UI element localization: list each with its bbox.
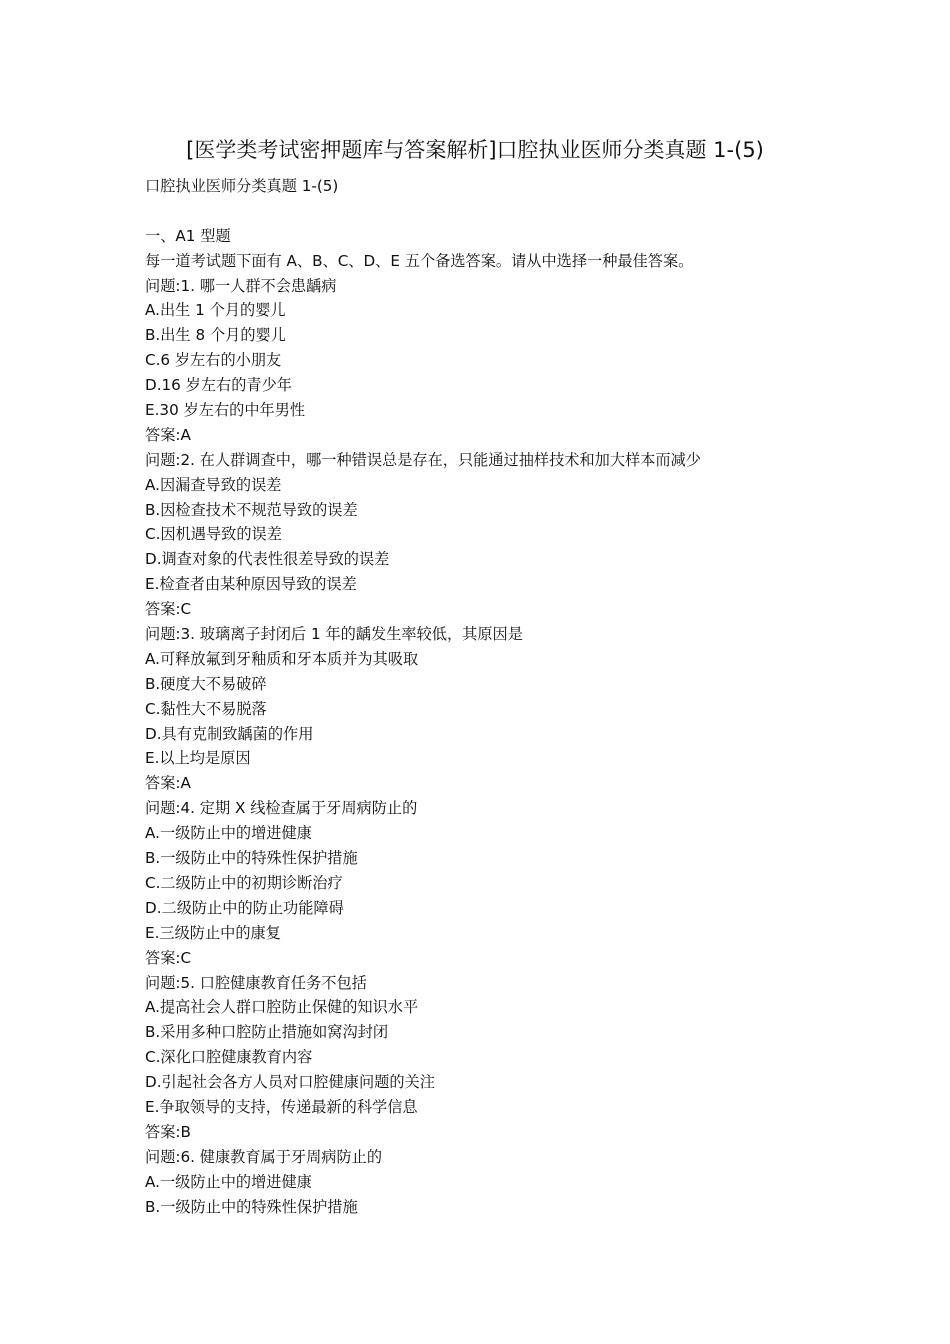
section-heading: 一、A1 型题 bbox=[145, 226, 231, 245]
option-a: A.提高社会人群口腔防止保健的知识水平 bbox=[145, 998, 419, 1017]
option-d: D.引起社会各方人员对口腔健康问题的关注 bbox=[145, 1073, 435, 1092]
option-e: E.争取领导的支持，传递最新的科学信息 bbox=[145, 1097, 418, 1116]
option-e: E.30 岁左右的中年男性 bbox=[145, 401, 306, 420]
option-b: B.硬度大不易破碎 bbox=[145, 674, 267, 693]
answer: 答案:B bbox=[145, 1122, 191, 1141]
question-1 bbox=[145, 274, 905, 448]
question-3 bbox=[145, 622, 905, 796]
question-stem: 问题:5. 口腔健康教育任务不包括 bbox=[145, 973, 367, 992]
option-a: A.出生 1 个月的婴儿 bbox=[145, 301, 286, 320]
option-d: D.16 岁左右的青少年 bbox=[145, 376, 292, 395]
question-stem: 问题:6. 健康教育属于牙周病防止的 bbox=[145, 1147, 383, 1166]
option-b: B.一级防止中的特殊性保护措施 bbox=[145, 849, 358, 868]
option-d: D.二级防止中的防止功能障碍 bbox=[145, 898, 344, 917]
subtitle: 口腔执业医师分类真题 1-(5) bbox=[145, 177, 339, 195]
option-c: C.深化口腔健康教育内容 bbox=[145, 1048, 313, 1067]
option-e: E.三级防止中的康复 bbox=[145, 923, 281, 942]
question-4 bbox=[145, 796, 905, 970]
option-b: B.因检查技术不规范导致的误差 bbox=[145, 500, 358, 519]
option-d: D.调查对象的代表性很差导致的误差 bbox=[145, 550, 390, 569]
question-6 bbox=[145, 1145, 905, 1220]
option-c: C.二级防止中的初期诊断治疗 bbox=[145, 873, 343, 892]
question-stem: 问题:3. 玻璃离子封闭后 1 年的龋发生率较低，其原因是 bbox=[145, 625, 523, 644]
option-c: C.因机遇导致的误差 bbox=[145, 525, 282, 544]
option-e: E.检查者由某种原因导致的误差 bbox=[145, 575, 357, 594]
section-instruction: 每一道考试题下面有 A、B、C、D、E 五个备选答案。请从中选择一种最佳答案。 bbox=[145, 251, 694, 270]
question-stem: 问题:4. 定期 X 线检查属于牙周病防止的 bbox=[145, 799, 418, 818]
question-stem: 问题:2. 在人群调查中，哪一种错误总是存在，只能通过抽样技术和加大样本而减少 bbox=[145, 450, 701, 469]
option-b: B.采用多种口腔防止措施如窝沟封闭 bbox=[145, 1023, 389, 1042]
question-5 bbox=[145, 971, 905, 1145]
option-b: B.一级防止中的特殊性保护措施 bbox=[145, 1197, 358, 1216]
document-title: [医学类考试密押题库与答案解析]口腔执业医师分类真题 1-(5) bbox=[186, 138, 764, 162]
option-d: D.具有克制致龋菌的作用 bbox=[145, 724, 314, 743]
blank-line bbox=[145, 199, 905, 224]
option-e: E.以上均是原因 bbox=[145, 749, 251, 768]
answer: 答案:A bbox=[145, 774, 191, 793]
option-c: C.黏性大不易脱落 bbox=[145, 699, 267, 718]
answer: 答案:A bbox=[145, 425, 191, 444]
option-a: A.可释放氟到牙釉质和牙本质并为其吸取 bbox=[145, 649, 419, 668]
question-2 bbox=[145, 448, 905, 622]
option-b: B.出生 8 个月的婴儿 bbox=[145, 326, 286, 345]
answer: 答案:C bbox=[145, 600, 192, 619]
option-a: A.一级防止中的增进健康 bbox=[145, 1172, 312, 1191]
option-c: C.6 岁左右的小朋友 bbox=[145, 351, 282, 370]
option-a: A.一级防止中的增进健康 bbox=[145, 824, 312, 843]
option-a: A.因漏查导致的误差 bbox=[145, 475, 282, 494]
question-stem: 问题:1. 哪一人群不会患龋病 bbox=[145, 276, 337, 295]
document-body bbox=[145, 174, 905, 1219]
answer: 答案:C bbox=[145, 948, 192, 967]
